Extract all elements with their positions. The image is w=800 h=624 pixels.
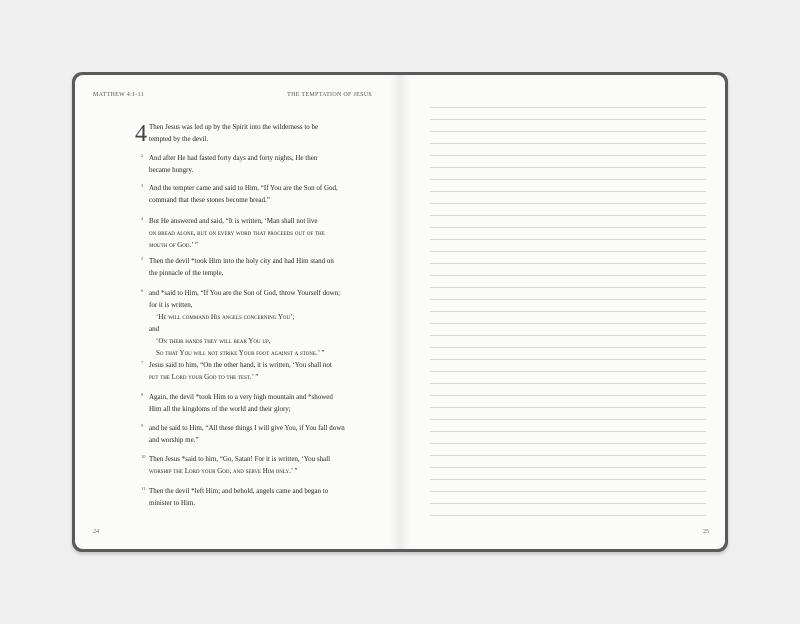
ruled-line [430, 155, 706, 156]
ruled-line [430, 443, 706, 444]
ruled-line [430, 119, 706, 120]
verse-line: minister to Him. [149, 499, 196, 507]
verse-line: ‘On their hands they will bear You up, [156, 337, 271, 345]
ruled-line [430, 167, 706, 168]
ruled-line [430, 503, 706, 504]
ruled-line [430, 359, 706, 360]
chapter-number: 4 [135, 121, 147, 147]
verse-number: 10 [141, 454, 146, 459]
verse-line: Him all the kingdoms of the world and their glory; [149, 405, 291, 413]
verse-line: worship the Lord your God, and serve Him only.’ ” [149, 467, 298, 475]
ruled-line [430, 239, 706, 240]
verse-number: 4 [141, 216, 144, 221]
ruled-line [430, 203, 706, 204]
verse-line: the pinnacle of the temple, [149, 269, 224, 277]
open-journal-book [72, 72, 728, 552]
verse-8 [141, 391, 349, 415]
ruled-line [430, 323, 706, 324]
verse-number: 9 [141, 423, 144, 428]
verse-4 [141, 215, 349, 251]
left-page [75, 75, 400, 549]
ruled-line [430, 395, 706, 396]
ruled-line [430, 383, 706, 384]
ruled-line [430, 131, 706, 132]
verse-number: 3 [141, 183, 144, 188]
running-head-title: THE TEMPTATION OF JESUS [287, 92, 372, 98]
right-page [400, 75, 725, 549]
ruled-line [430, 287, 706, 288]
verse-number: 5 [141, 256, 144, 261]
page-number-left: 24 [93, 529, 99, 535]
verse-line: and worship me.” [149, 436, 199, 444]
verse-line: for it is written, [149, 301, 193, 309]
verse-3 [141, 182, 349, 206]
page-number-right: 25 [703, 529, 709, 535]
ruled-line [430, 299, 706, 300]
verse-line: Then Jesus *said to him, “Go, Satan! For it is written, ‘You shall [149, 455, 331, 463]
ruled-line [430, 191, 706, 192]
ruled-line [430, 467, 706, 468]
ruled-line [430, 407, 706, 408]
verse-number: 6 [141, 288, 144, 293]
verse-line: became hungry. [149, 166, 194, 174]
verse-line: And after He had fasted forty days and forty nights, He then [149, 154, 318, 162]
ruled-line [430, 515, 706, 516]
verse-number: 11 [141, 486, 146, 491]
verse-number: 8 [141, 392, 144, 397]
ruled-line [430, 491, 706, 492]
verse-line: Jesus said to him, “On the other hand, it is written, ‘You shall not [149, 361, 332, 369]
verse-9 [141, 422, 349, 446]
ruled-line [430, 479, 706, 480]
verse-line: ‘He will command His angels concerning You’; [156, 313, 295, 321]
verse-line: And the tempter came and said to Him, “If You are the Son of God, [149, 184, 338, 192]
verse-line: put the Lord your God to the test.’ ” [149, 373, 259, 381]
verse-line: command that these stones become bread.” [149, 196, 270, 204]
verse-line: So that You will not strike Your foot against a stone.’ ” [156, 349, 325, 357]
ruled-line [430, 263, 706, 264]
running-head-reference: MATTHEW 4:1-11 [93, 92, 145, 98]
ruled-line [430, 455, 706, 456]
verse-line: But He answered and said, “It is written, ‘Man shall not live [149, 217, 318, 225]
book-gutter [390, 75, 410, 549]
verse-line: and he said to Him, “All these things I will give You, if You fall down [149, 424, 345, 432]
verse-6 [141, 287, 349, 359]
verse-line: and *said to Him, “If You are the Son of God, throw Yourself down; [149, 289, 341, 297]
verse-10 [141, 453, 349, 477]
ruled-line [430, 371, 706, 372]
verse-number: 2 [141, 153, 144, 158]
verse-11 [141, 485, 349, 509]
ruled-line [430, 251, 706, 252]
verse-number: 7 [141, 360, 144, 365]
ruled-line [430, 215, 706, 216]
ruled-line [430, 179, 706, 180]
ruled-line [430, 143, 706, 144]
verse-line: Then the devil *left Him; and behold, angels came and began to [149, 487, 329, 495]
verse-line: Then Jesus was led up by the Spirit into the wilderness to be [149, 123, 319, 131]
verse-line: Then the devil *took Him into the holy city and had Him stand on [149, 257, 334, 265]
verse-line: and [149, 325, 160, 333]
ruled-line [430, 419, 706, 420]
ruled-line [430, 275, 706, 276]
verse-2 [141, 152, 349, 176]
verse-line: Again, the devil *took Him to a very high mountain and *showed [149, 393, 333, 401]
ruled-line [430, 227, 706, 228]
ruled-line [430, 431, 706, 432]
verse-1 [149, 121, 349, 145]
ruled-line [430, 347, 706, 348]
verse-line: on bread alone, but on every word that proceeds out of the [149, 229, 325, 237]
verse-7 [141, 359, 349, 383]
verse-5 [141, 255, 349, 279]
ruled-line [430, 107, 706, 108]
verse-line: mouth of God.’ ” [149, 241, 198, 249]
ruled-line [430, 311, 706, 312]
verse-line: tempted by the devil. [149, 135, 209, 143]
ruled-line [430, 335, 706, 336]
